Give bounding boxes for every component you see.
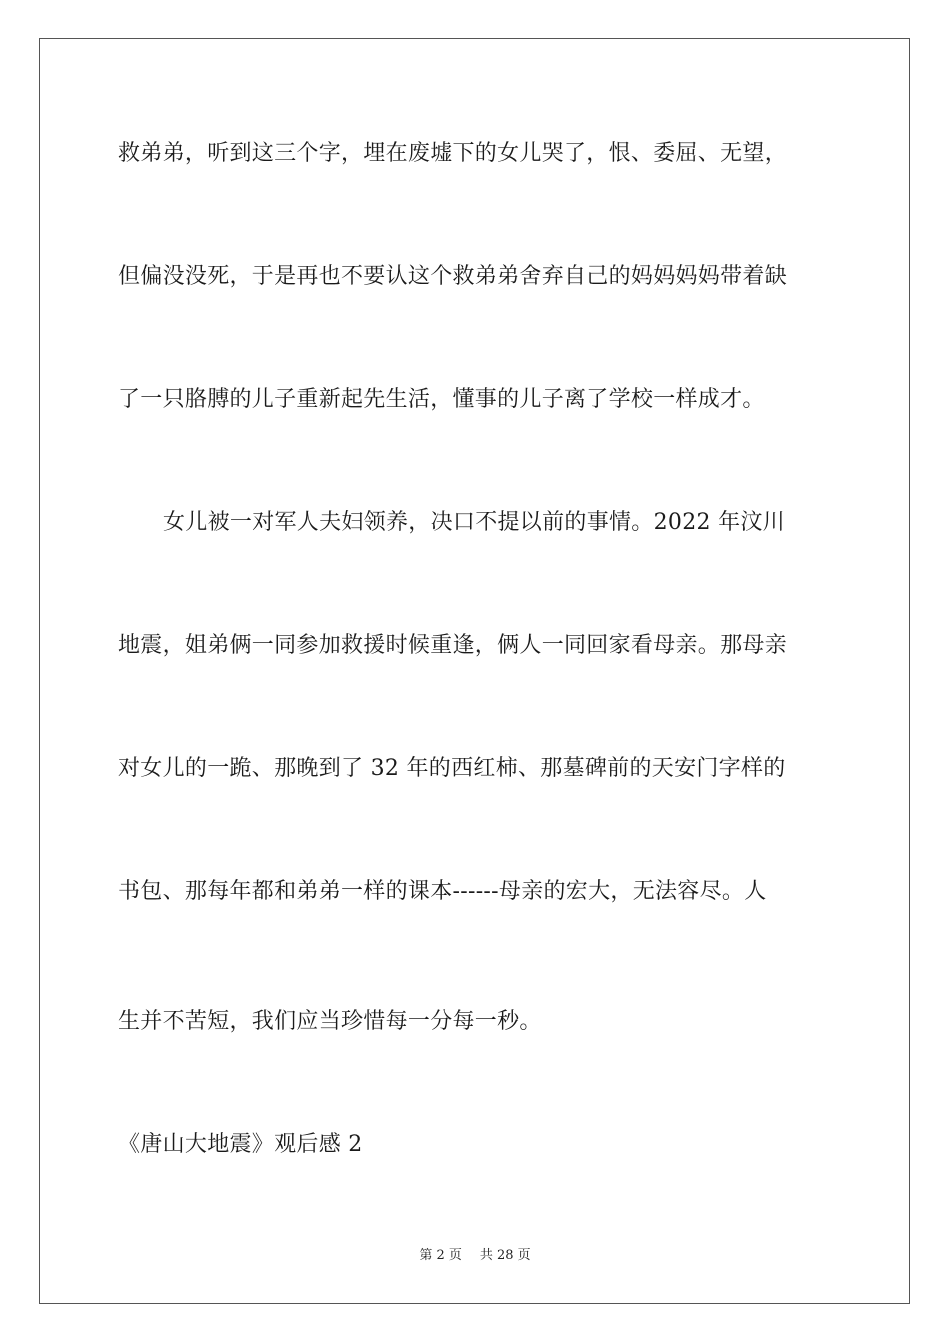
page-number: 第 2 页 [419, 1248, 462, 1263]
paragraph-1-line-1: 救弟弟，听到这三个字，埋在废墟下的女儿哭了，恨、委屈、无望， [118, 141, 788, 166]
paragraph-1-line-2: 但偏没没死，于是再也不要认这个救弟弟舍弃自己的妈妈妈妈带着缺 [118, 264, 788, 289]
paragraph-1-line-3: 了一只胳膊的儿子重新起先生活，懂事的儿子离了学校一样成才。 [118, 387, 765, 412]
paragraph-2-line-2: 地震，姐弟俩一同参加救援时候重逢，俩人一同回家看母亲。那母亲 [118, 633, 788, 658]
paragraph-2-line-3: 对女儿的一跪、那晚到了 32 年的西红柿、那墓碑前的天安门字样的 [118, 756, 786, 781]
paragraph-2-line-4: 书包、那每年都和弟弟一样的课本------母亲的宏大，无法容尽。人 [118, 879, 767, 904]
page-border [39, 38, 910, 1304]
section-title: 《唐山大地震》观后感 2 [118, 1132, 363, 1157]
paragraph-2-line-1: 女儿被一对军人夫妇领养，决口不提以前的事情。2022 年汶川 [163, 510, 785, 535]
paragraph-2-line-5: 生并不苦短，我们应当珍惜每一分每一秒。 [118, 1009, 542, 1034]
page-total: 共 28 页 [479, 1248, 531, 1263]
page-footer [0, 1247, 950, 1265]
